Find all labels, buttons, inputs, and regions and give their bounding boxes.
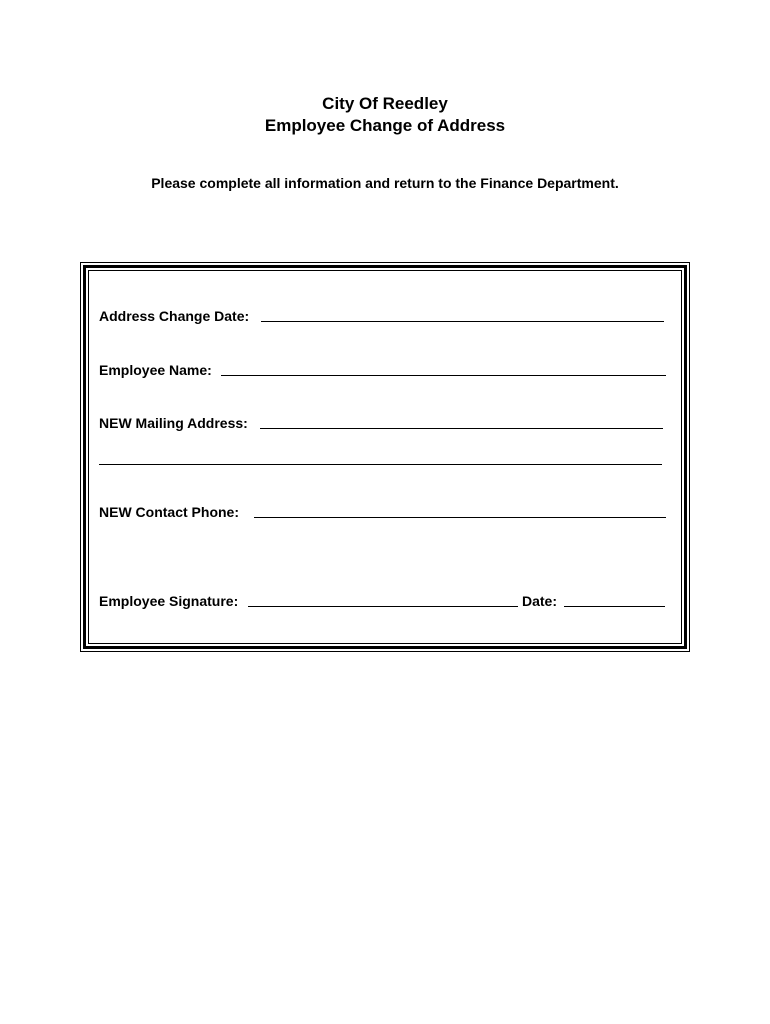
employee-signature-field[interactable] xyxy=(248,606,518,607)
form-subtitle: Employee Change of Address xyxy=(264,116,506,135)
new-mailing-address-field-line2[interactable] xyxy=(99,464,662,465)
form-title: City Of Reedley xyxy=(322,94,448,113)
instructions-text: Please complete all information and return to the Finance Department. xyxy=(151,175,619,191)
employee-name-field[interactable] xyxy=(221,375,666,376)
address-change-date-label: Address Change Date: xyxy=(99,308,250,324)
new-mailing-address-field[interactable] xyxy=(260,428,663,429)
date-field[interactable] xyxy=(564,606,665,607)
new-contact-phone-field[interactable] xyxy=(254,517,666,518)
employee-signature-label: Employee Signature: xyxy=(99,593,239,609)
date-label: Date: xyxy=(522,593,558,609)
new-mailing-address-label: NEW Mailing Address: xyxy=(99,415,248,431)
employee-name-label: Employee Name: xyxy=(99,362,212,378)
address-change-date-field[interactable] xyxy=(261,321,664,322)
new-contact-phone-label: NEW Contact Phone: xyxy=(99,504,239,520)
form-box-inner xyxy=(88,270,682,644)
